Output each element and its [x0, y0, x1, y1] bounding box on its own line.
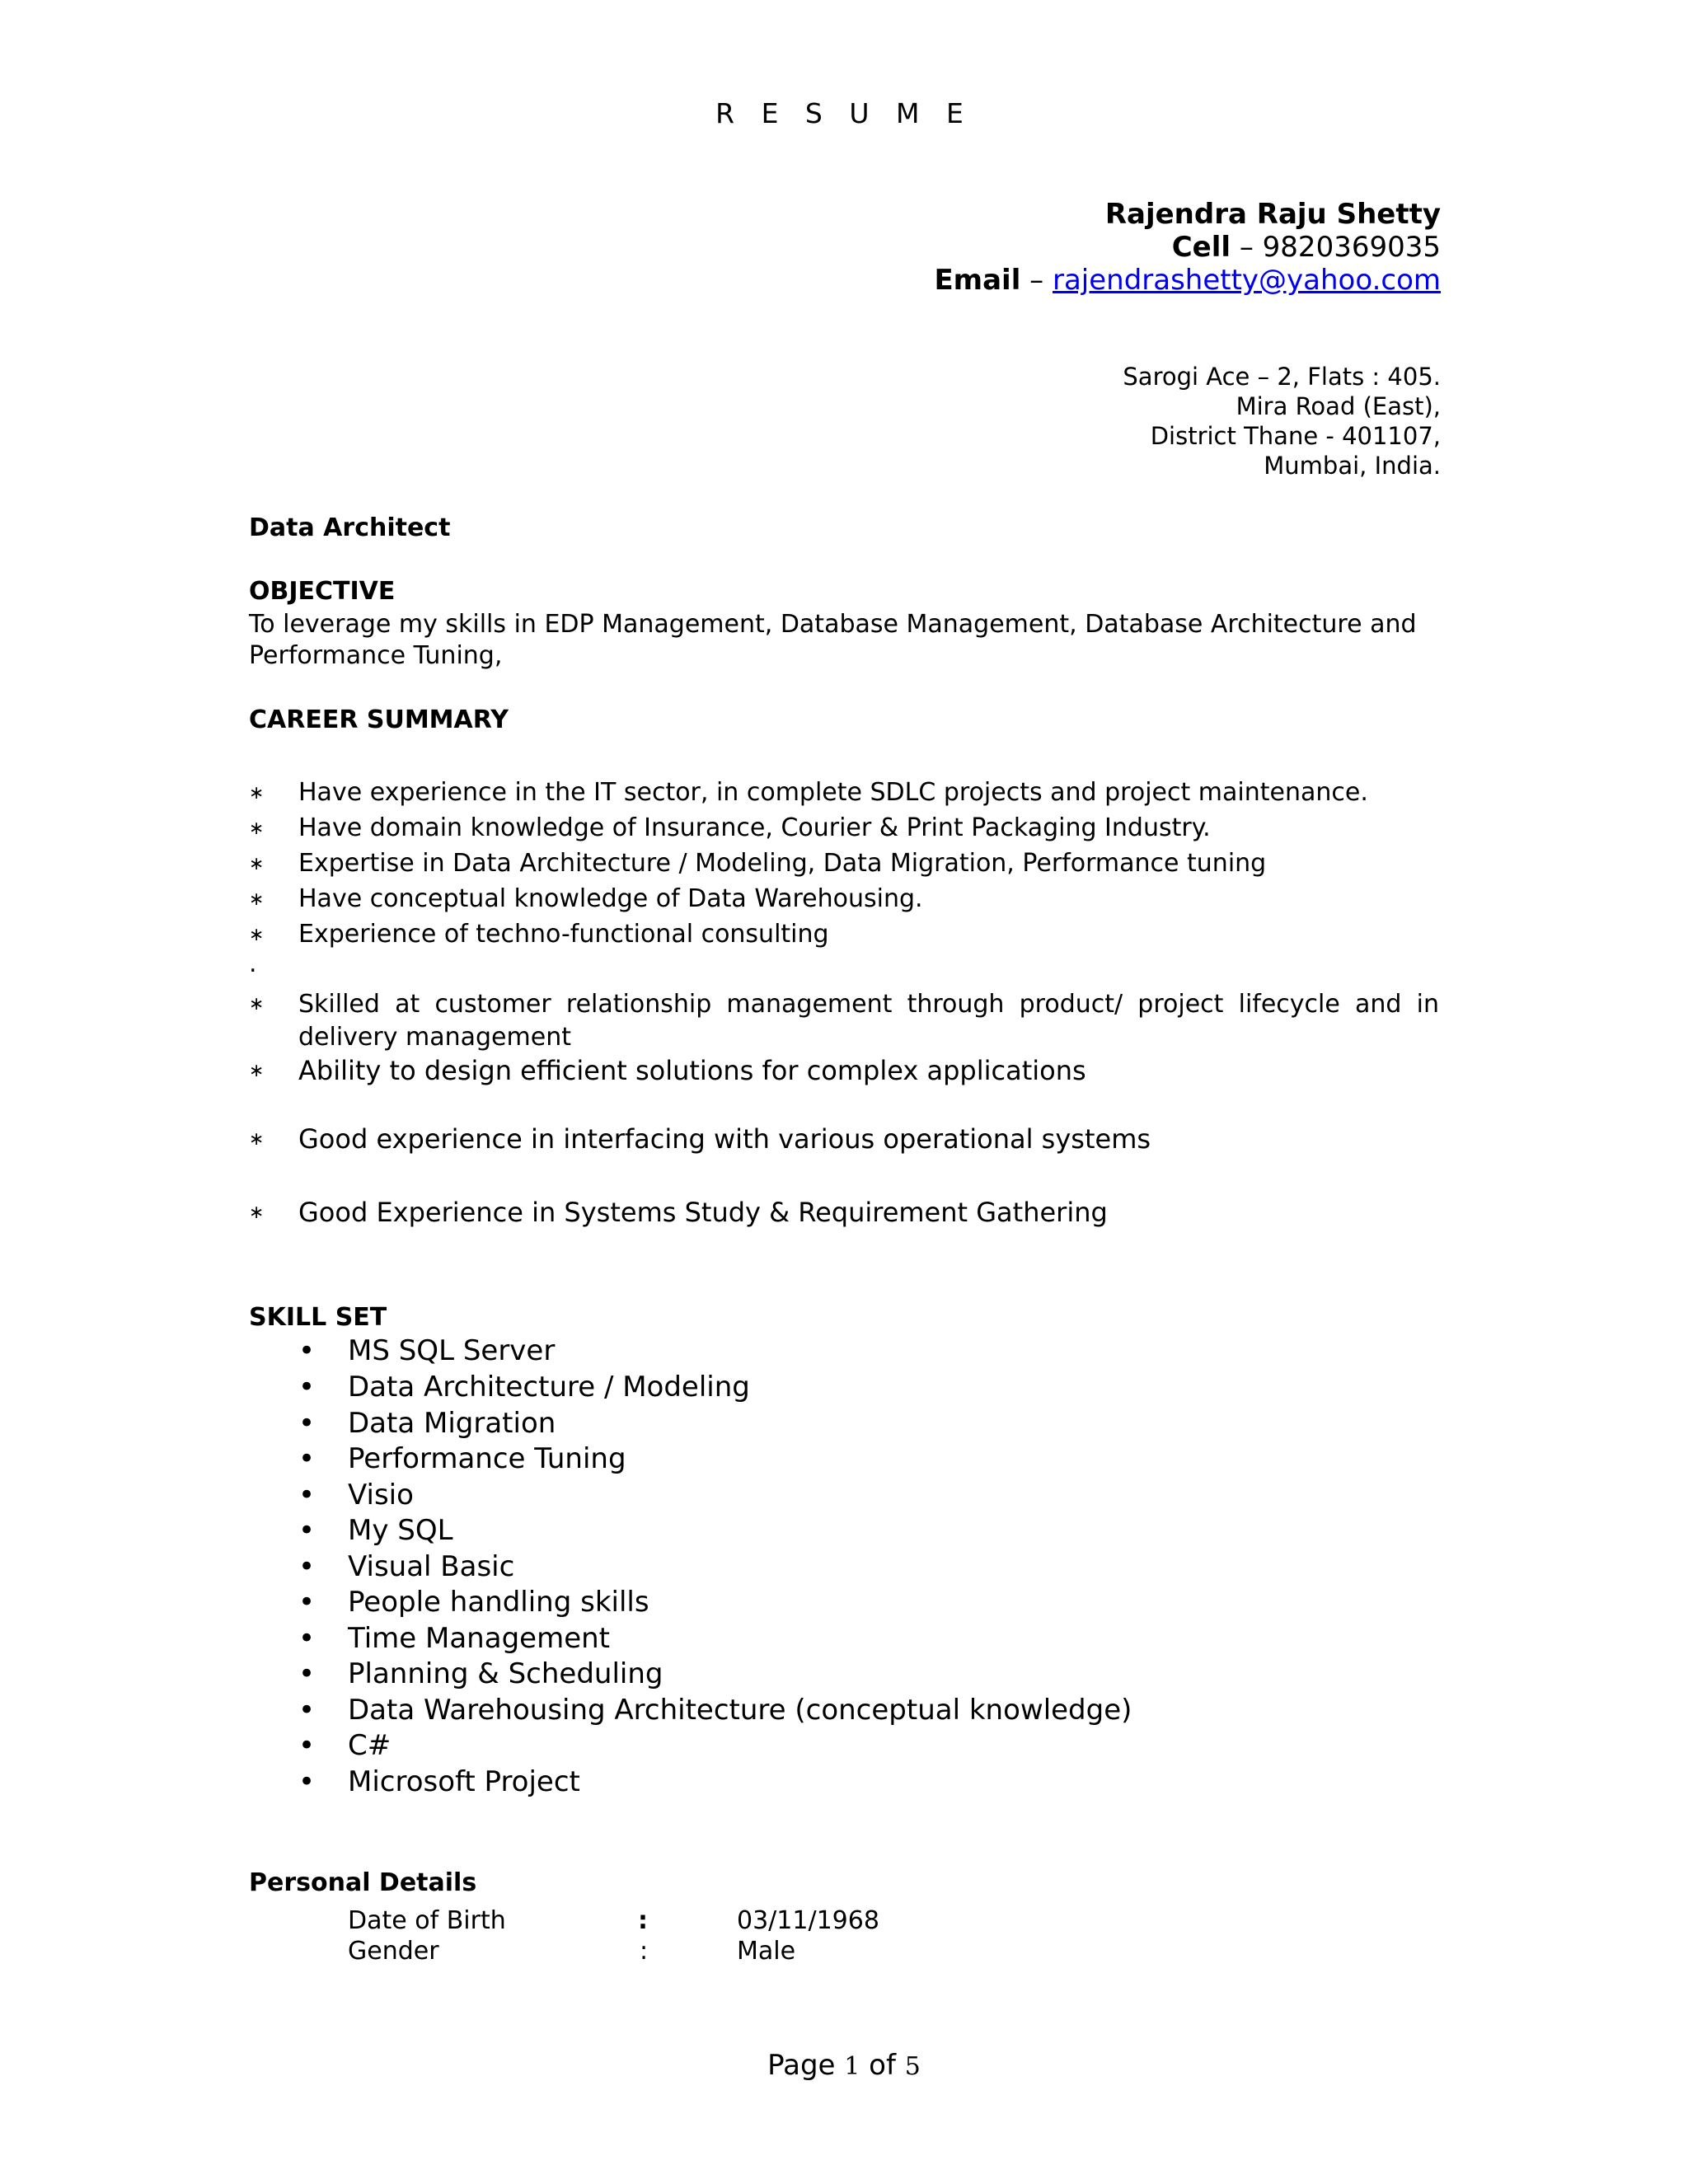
career-item: Ability to design efficient solutions for complex applications: [298, 1055, 1086, 1086]
candidate-name: Rajendra Raju Shetty: [1104, 198, 1441, 231]
career-item: Experience of techno-functional consulting: [298, 920, 829, 949]
gender-separator: :: [640, 1937, 649, 1966]
skill-set-heading: SKILL SET: [249, 1303, 387, 1332]
skill-bullet: •: [298, 1657, 316, 1690]
email-label: Email: [934, 264, 1021, 297]
career-item: Good Experience in Systems Study & Requirement Gathering: [298, 1197, 1108, 1228]
of-word: of: [869, 2049, 896, 2082]
skill-item: Data Migration: [348, 1407, 556, 1440]
gender-value: Male: [737, 1937, 796, 1966]
skill-item: MS SQL Server: [348, 1334, 556, 1367]
email-link[interactable]: rajendrashetty@yahoo.com: [1052, 264, 1441, 297]
skill-bullet: •: [298, 1371, 316, 1404]
skill-item: Visual Basic: [348, 1550, 515, 1583]
skill-bullet: •: [298, 1514, 316, 1547]
skill-item: Performance Tuning: [348, 1442, 626, 1475]
skill-bullet: •: [298, 1479, 316, 1511]
skill-bullet: •: [298, 1765, 316, 1798]
career-item: Good experience in interfacing with various operational systems: [298, 1123, 1151, 1155]
skill-item: Microsoft Project: [348, 1765, 580, 1798]
career-bullet: ∗: [249, 889, 265, 910]
role-title: Data Architect: [249, 513, 451, 542]
skill-item: C#: [348, 1729, 392, 1762]
skill-bullet: •: [298, 1550, 316, 1583]
career-bullet: ∗: [249, 1202, 265, 1223]
skill-item: Visio: [348, 1479, 414, 1511]
career-item: Have conceptual knowledge of Data Warehousing.: [298, 884, 923, 913]
skill-bullet: •: [298, 1407, 316, 1440]
dob-label: Date of Birth: [348, 1906, 506, 1935]
career-item: Have domain knowledge of Insurance, Courier & Print Packaging Industry.: [298, 813, 1211, 842]
skill-item: My SQL: [348, 1514, 453, 1547]
cell-line: [1172, 231, 1441, 264]
page-word: Page: [767, 2049, 836, 2082]
career-item: Expertise in Data Architecture / Modeling, Data Migration, Performance tuning: [298, 849, 1267, 878]
personal-details-heading: Personal Details: [249, 1868, 477, 1897]
objective-text: To leverage my skills in EDP Management, Database Management, Database Architecture and Performance Tuning,: [249, 610, 1417, 670]
cell-value: – 9820369035: [1239, 231, 1441, 264]
current-page-number: 1: [844, 2052, 860, 2081]
address-line: District Thane - 401107,: [1150, 422, 1441, 450]
objective-heading: OBJECTIVE: [249, 577, 396, 606]
skill-item: Planning & Scheduling: [348, 1657, 663, 1690]
skill-item: Time Management: [348, 1622, 610, 1655]
cell-label: Cell: [1171, 231, 1231, 264]
career-bullet: ∗: [249, 783, 265, 804]
skill-bullet: •: [298, 1729, 316, 1762]
skill-bullet: •: [298, 1586, 316, 1619]
career-item: Have experience in the IT sector, in complete SDLC projects and project maintenance.: [298, 778, 1368, 807]
career-bullet: ∗: [249, 854, 265, 874]
resume-title: R E S U M E: [715, 97, 973, 129]
skill-bullet: •: [298, 1334, 316, 1367]
email-line: [934, 264, 1441, 297]
total-page-count: 5: [904, 2052, 921, 2081]
skill-bullet: •: [298, 1694, 316, 1727]
dob-separator: :: [638, 1906, 648, 1935]
skill-bullet: •: [298, 1442, 316, 1475]
stray-dot: .: [249, 949, 257, 978]
address-line: Mira Road (East),: [1236, 392, 1441, 420]
career-bullet: ∗: [249, 994, 265, 1015]
dob-value: 03/11/1968: [737, 1906, 879, 1935]
career-bullet: ∗: [249, 925, 265, 945]
page-footer: [0, 2049, 1688, 2082]
address-line: Mumbai, India.: [1264, 452, 1441, 480]
gender-label: Gender: [348, 1937, 439, 1966]
email-separator: –: [1029, 264, 1044, 297]
skill-item: People handling skills: [348, 1586, 649, 1619]
skill-item: Data Architecture / Modeling: [348, 1371, 750, 1404]
skill-item: Data Warehousing Architecture (conceptual knowledge): [348, 1694, 1132, 1727]
address-line: Sarogi Ace – 2, Flats : 405.: [1123, 363, 1441, 391]
career-bullet: ∗: [249, 1061, 265, 1081]
skill-bullet: •: [298, 1622, 316, 1655]
career-bullet: ∗: [249, 1129, 265, 1150]
career-bullet: ∗: [249, 818, 265, 839]
career-summary-heading: CAREER SUMMARY: [249, 705, 509, 734]
career-item: Skilled at customer relationship management through product/ project lifecycle and in delivery management: [298, 990, 1439, 1052]
